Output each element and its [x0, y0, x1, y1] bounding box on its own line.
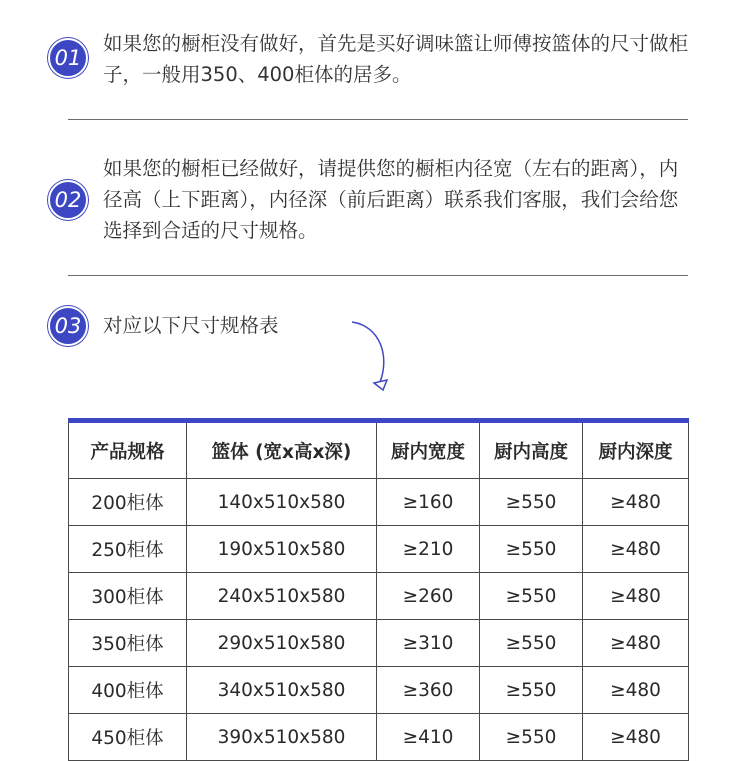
table-cell: ≥480	[583, 620, 689, 667]
table-cell: ≥550	[480, 526, 583, 573]
table-cell: 400柜体	[69, 667, 187, 714]
table-cell: ≥310	[377, 620, 480, 667]
table-row	[69, 714, 689, 761]
curved-arrow-icon	[350, 316, 400, 401]
table-cell: 190x510x580	[187, 526, 377, 573]
table-cell: ≥480	[583, 714, 689, 761]
table-cell: 290x510x580	[187, 620, 377, 667]
step-3-badge: 03	[48, 306, 88, 346]
table-cell: ≥550	[480, 620, 583, 667]
table-row	[69, 573, 689, 620]
divider-2	[68, 275, 688, 276]
table-cell: 350柜体	[69, 620, 187, 667]
spec-table	[68, 418, 689, 761]
table-cell: 200柜体	[69, 479, 187, 526]
table-cell: ≥160	[377, 479, 480, 526]
table-cell: ≥260	[377, 573, 480, 620]
table-cell: ≥480	[583, 479, 689, 526]
table-cell: ≥480	[583, 573, 689, 620]
table-cell: 300柜体	[69, 573, 187, 620]
table-row	[69, 479, 689, 526]
table-header: 篮体 (宽x高x深)	[187, 421, 377, 479]
table-cell: 240x510x580	[187, 573, 377, 620]
step-2-text: 如果您的橱柜已经做好，请提供您的橱柜内径宽（左右的距离），内径高（上下距离），内径深（前后距离）联系我们客服，我们会给您选择到合适的尺寸规格。	[103, 157, 679, 242]
table-cell: ≥550	[480, 573, 583, 620]
table-cell: 140x510x580	[187, 479, 377, 526]
table-cell: ≥550	[480, 667, 583, 714]
table-row	[69, 620, 689, 667]
table-cell: ≥480	[583, 667, 689, 714]
table-cell: ≥360	[377, 667, 480, 714]
table-cell: ≥550	[480, 714, 583, 761]
table-cell: 390x510x580	[187, 714, 377, 761]
step-3-text: 对应以下尺寸规格表	[103, 314, 279, 337]
table-header: 厨内高度	[480, 421, 583, 479]
table-header: 产品规格	[69, 421, 187, 479]
table-cell: 250柜体	[69, 526, 187, 573]
table-cell: 340x510x580	[187, 667, 377, 714]
table-cell: ≥410	[377, 714, 480, 761]
table-header: 厨内宽度	[377, 421, 480, 479]
table-cell: ≥550	[480, 479, 583, 526]
table-cell: 450柜体	[69, 714, 187, 761]
table-row	[69, 667, 689, 714]
table-cell: ≥210	[377, 526, 480, 573]
table-cell: ≥480	[583, 526, 689, 573]
step-1-badge: 01	[48, 38, 88, 78]
table-header: 厨内深度	[583, 421, 689, 479]
divider-1	[68, 119, 688, 120]
step-2-badge: 02	[48, 180, 88, 220]
table-row	[69, 526, 689, 573]
step-1-text: 如果您的橱柜没有做好，首先是买好调味篮让师傅按篮体的尺寸做柜子，一般用350、400柜体的居多。	[103, 32, 689, 86]
table-header-row	[69, 421, 689, 479]
